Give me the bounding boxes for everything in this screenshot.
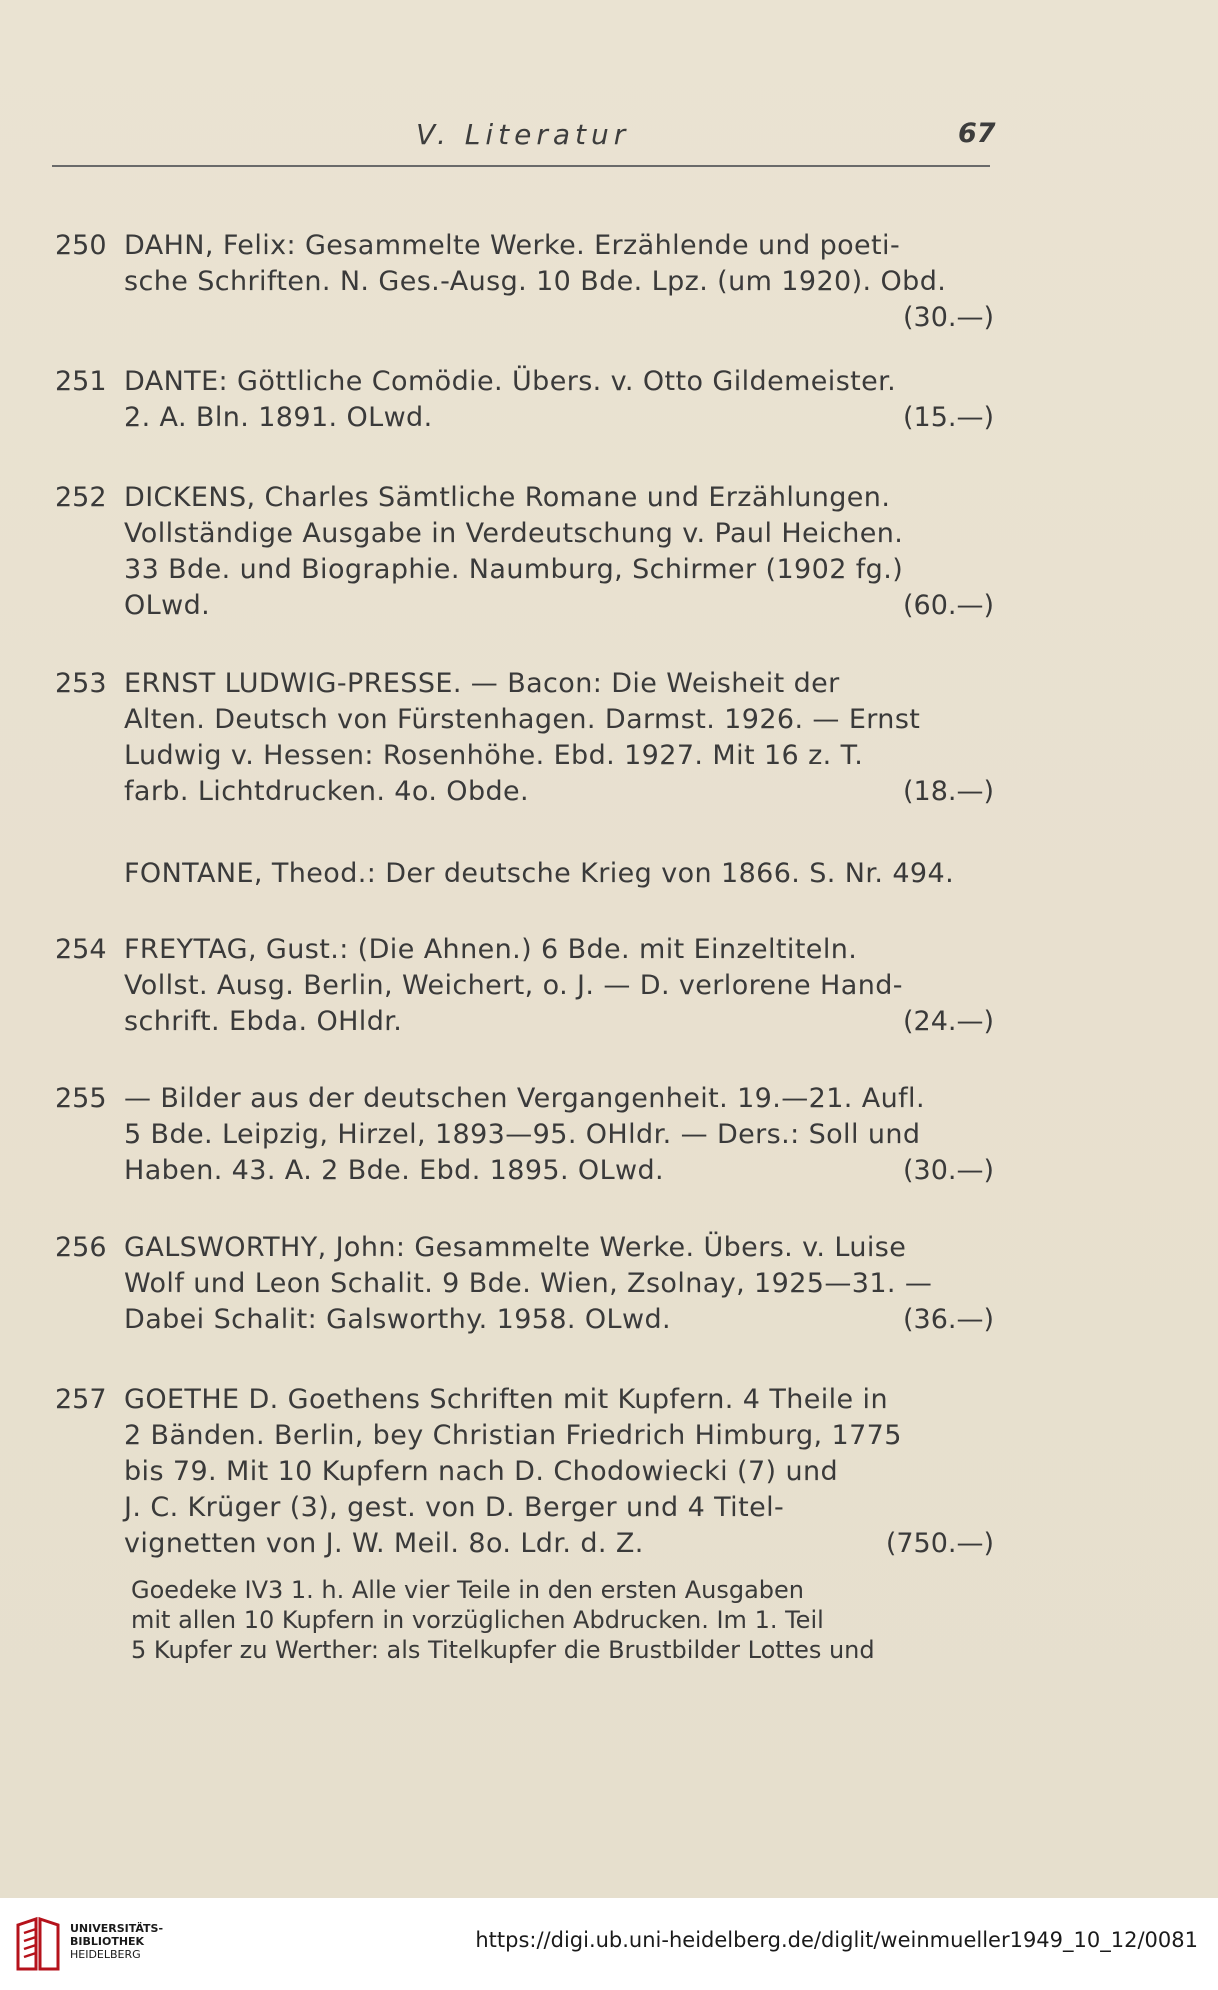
entry-line: 5 Bde. Leipzig, Hirzel, 1893—95. OHldr. — Ders.: Soll und [124,1119,921,1150]
entry-line: 33 Bde. und Biographie. Naumburg, Schirmer (1902 fg.) [124,554,904,585]
entry-line: Vollständige Ausgabe in Verdeutschung v. Paul Heichen. [124,518,904,549]
entry-number: 250 [55,230,107,261]
entry-line: Haben. 43. A. 2 Bde. Ebd. 1895. OLwd. [124,1155,665,1186]
entry-line: Alten. Deutsch von Fürstenhagen. Darmst. 1926. — Ernst [124,704,921,735]
entry-price: (15.—) [902,402,994,433]
entry-number: 255 [55,1083,107,1114]
entry-line: ERNST LUDWIG-PRESSE. — Bacon: Die Weisheit der [124,668,840,699]
entry-line: 2 Bänden. Berlin, bey Christian Friedrich Himburg, 1775 [124,1420,902,1451]
entry-number: 257 [55,1384,107,1415]
entry-line: Ludwig v. Hessen: Rosenhöhe. Ebd. 1927. Mit 16 z. T. [124,740,864,771]
entry-number: 254 [55,934,107,965]
entry-number: 256 [55,1232,107,1263]
entry-price: (30.—) [902,302,994,333]
library-name-line: HEIDELBERG [70,1948,141,1961]
entry-line: Vollst. Ausg. Berlin, Weichert, o. J. — D. verlorene Hand- [124,970,903,1001]
entry-line: FONTANE, Theod.: Der deutsche Krieg von 1866. S. Nr. 494. [124,858,955,889]
entry-line: sche Schriften. N. Ges.-Ausg. 10 Bde. Lpz. (um 1920). Obd. [124,266,947,297]
entry-line: FREYTAG, Gust.: (Die Ahnen.) 6 Bde. mit Einzeltiteln. [124,934,858,965]
entry-line: DAHN, Felix: Gesammelte Werke. Erzählende und poeti- [124,230,901,261]
library-name [70,1922,163,1961]
entry-line: GALSWORTHY, John: Gesammelte Werke. Übers. v. Luise [124,1232,907,1263]
entry-price: (750.—) [885,1528,994,1559]
entry-note-line: 5 Kupfer zu Werther: als Titelkupfer die Brustbilder Lottes und [131,1636,875,1664]
entry-line: DANTE: Göttliche Comödie. Übers. v. Otto Gildemeister. [124,366,897,397]
page-number: 67 [958,118,996,149]
header-rule [52,165,990,167]
entry-line: J. C. Krüger (3), gest. von D. Berger und 4 Titel- [124,1492,785,1523]
running-header-title: V. Literatur [416,118,631,151]
entry-number: 253 [55,668,107,699]
entry-price: (24.—) [902,1006,994,1037]
entry-line: OLwd. [124,590,211,621]
library-logo-icon [14,1915,62,1973]
entry-line: DICKENS, Charles Sämtliche Romane und Erzählungen. [124,482,891,513]
entry-line: — Bilder aus der deutschen Vergangenheit. 19.—21. Aufl. [124,1083,925,1114]
library-name-line: BIBLIOTHEK [70,1935,145,1948]
digitization-footer [0,1898,1218,1990]
entry-line: Wolf und Leon Schalit. 9 Bde. Wien, Zsolnay, 1925—31. — [124,1268,933,1299]
entry-price: (18.—) [902,776,994,807]
entry-line: farb. Lichtdrucken. 4o. Obde. [124,776,530,807]
entry-number: 251 [55,366,107,397]
entry-note-line: Goedeke IV3 1. h. Alle vier Teile in den ersten Ausgaben [131,1576,805,1604]
entry-line: vignetten von J. W. Meil. 8o. Ldr. d. Z. [124,1528,644,1559]
entry-price: (60.—) [902,590,994,621]
entry-price: (30.—) [902,1155,994,1186]
entry-price: (36.—) [902,1304,994,1335]
entry-number: 252 [55,482,107,513]
entry-line: bis 79. Mit 10 Kupfern nach D. Chodowiecki (7) und [124,1456,839,1487]
entry-line: 2. A. Bln. 1891. OLwd. [124,402,433,433]
permalink-url[interactable]: https://digi.ub.uni-heidelberg.de/diglit/weinmueller1949_10_12/0081 [475,1928,1198,1952]
entry-line: GOETHE D. Goethens Schriften mit Kupfern. 4 Theile in [124,1384,888,1415]
entry-note-line: mit allen 10 Kupfern in vorzüglichen Abdrucken. Im 1. Teil [131,1606,824,1634]
library-name-line: UNIVERSITÄTS- [70,1922,164,1935]
entry-line: schrift. Ebda. OHldr. [124,1006,403,1037]
entry-line: Dabei Schalit: Galsworthy. 1958. OLwd. [124,1304,671,1335]
